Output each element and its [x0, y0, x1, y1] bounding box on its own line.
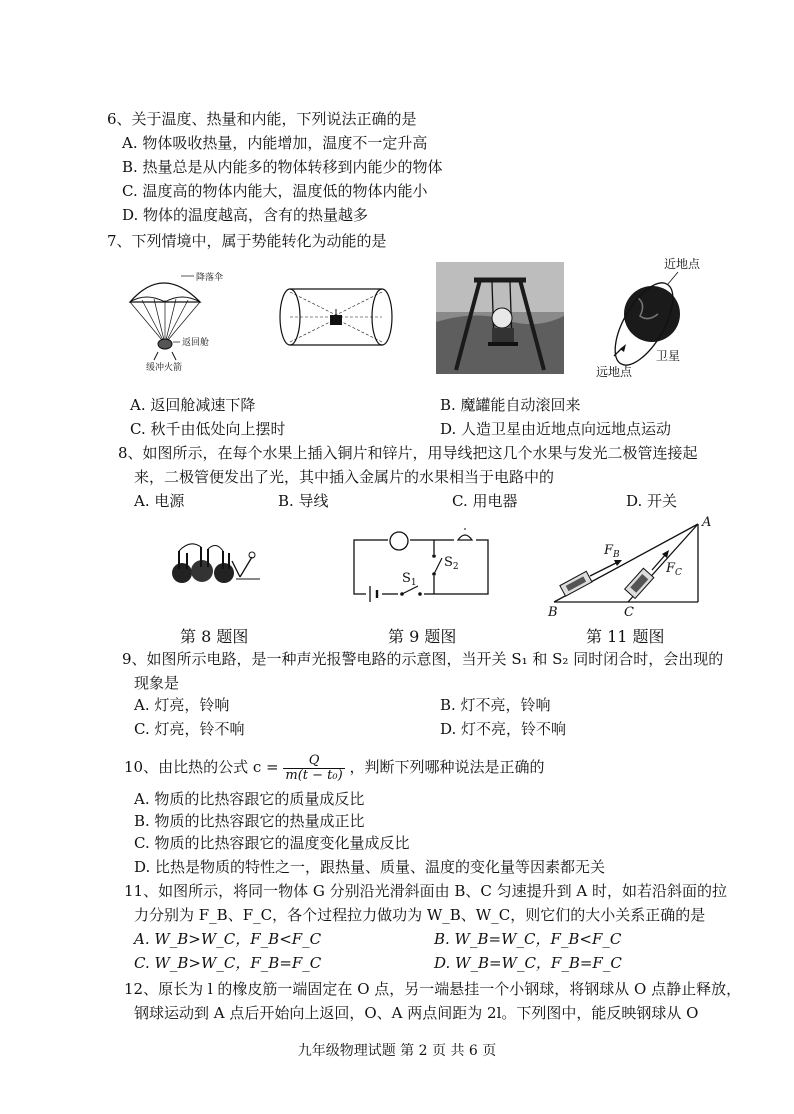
q9-option-a: A. 灯亮，铃响 — [134, 696, 230, 714]
q10-stem — [124, 750, 544, 784]
q10-option-b: B. 物质的比热容跟它的热量成正比 — [134, 812, 365, 830]
q8-stem-line1: 8、如图所示，在每个水果上插入铜片和锌片，用导线把这几个水果与发光二极管连接起 — [118, 444, 698, 462]
capsule-label: 返回舱 — [182, 338, 210, 348]
specific-heat-formula — [283, 754, 344, 783]
q8-option-c: C. 用电器 — [452, 492, 518, 510]
inclined-plane-figure — [546, 512, 716, 618]
page-footer: 九年级物理试题 第 2 页 共 6 页 — [297, 1043, 497, 1059]
q11-option-a: A. W_B>W_C，F_B<F_C — [134, 930, 322, 948]
fig11-caption: 第 11 题图 — [586, 627, 665, 646]
formula-numerator: Q — [283, 754, 344, 769]
rocket-label: 缓冲火箭 — [146, 363, 183, 372]
q11-stem-line1: 11、如图所示，将同一物体 G 分别沿光滑斜面由 B、C 匀速提升到 A 时，如若沿斜面的拉 — [124, 882, 728, 900]
q6-option-a: A. 物体吸收热量，内能增加，温度不一定升高 — [122, 134, 428, 152]
fig8-caption: 第 8 题图 — [180, 627, 249, 646]
q7-option-c: C. 秋千由低处向上摆时 — [130, 420, 286, 438]
q10-option-d: D. 比热是物质的特性之一，跟热量、质量、温度的变化量等因素都无关 — [134, 858, 606, 876]
q12-stem-line2: 钢球运动到 A 点后开始向上返回，O、A 两点间距为 2l。下列图中，能反映钢球从 O — [134, 1004, 699, 1022]
q6-option-c: C. 温度高的物体内能大，温度低的物体内能小 — [122, 182, 428, 200]
q7-option-a: A. 返回舱减速下降 — [130, 396, 256, 414]
q11-option-c: C. W_B>W_C，F_B=F_C — [134, 954, 322, 972]
q9-stem-line1: 9、如图所示电路，是一种声光报警电路的示意图，当开关 S₁ 和 S₂ 同时闭合时，会出现的 — [122, 650, 724, 668]
q7-stem: 7、下列情境中，属于势能转化为动能的是 — [107, 232, 387, 250]
fig9-caption: 第 9 题图 — [388, 627, 457, 646]
q8-stem-line2: 来，二极管便发出了光，其中插入金属片的水果相当于电路中的 — [134, 468, 555, 486]
perigee-label: 近地点 — [664, 257, 701, 271]
apogee-label: 远地点 — [596, 365, 633, 379]
q9-option-b: B. 灯不亮，铃响 — [440, 696, 551, 714]
force-fb-label: $F_B$ — [604, 543, 620, 560]
fruit-battery-figure — [160, 535, 270, 590]
satellite-orbit-figure — [586, 252, 726, 380]
satellite-label: 卫星 — [656, 349, 681, 363]
q8-option-d: D. 开关 — [626, 492, 678, 510]
q12-stem-line1: 12、原长为 l 的橡皮筋一端固定在 O 点，另一端悬挂一个小钢球，将钢球从 O 点静止释放， — [124, 980, 742, 998]
q6-option-b: B. 热量总是从内能多的物体转移到内能少的物体 — [122, 158, 443, 176]
magic-can-figure — [270, 282, 400, 362]
q7-option-d: D. 人造卫星由近地点向远地点运动 — [440, 420, 672, 438]
q10-stem-before: 10、由比热的公式 c = — [124, 758, 279, 776]
q7-option-b: B. 魔罐能自动滚回来 — [440, 396, 581, 414]
point-c-label: C — [624, 605, 634, 618]
swing-figure — [436, 262, 564, 374]
q11-stem-line2: 力分别为 F_B、F_C，各个过程拉力做功为 W_B、W_C，则它们的大小关系正确的是 — [134, 906, 706, 924]
point-b-label: B — [548, 605, 558, 618]
q8-option-a: A. 电源 — [134, 492, 185, 510]
q9-stem-line2: 现象是 — [134, 674, 180, 692]
q9-option-d: D. 灯不亮，铃不响 — [440, 720, 567, 738]
formula-denominator: m(t − t₀) — [285, 767, 343, 783]
q10-option-a: A. 物质的比热容跟它的质量成反比 — [134, 790, 365, 808]
q10-option-c: C. 物质的比热容跟它的温度变化量成反比 — [134, 834, 410, 852]
q6-option-d: D. 物体的温度越高，含有的热量越多 — [122, 206, 369, 224]
point-a-label: A — [702, 515, 712, 530]
alarm-circuit-figure — [346, 528, 496, 606]
s2-label: $S_2$ — [444, 555, 459, 572]
parachute-figure — [118, 262, 248, 372]
q10-stem-after: ，判断下列哪种说法是正确的 — [349, 758, 545, 776]
q8-option-b: B. 导线 — [278, 492, 329, 510]
q11-option-b: B. W_B=W_C，F_B<F_C — [434, 930, 622, 948]
s1-label: $S_1$ — [402, 571, 417, 588]
q6-stem: 6、关于温度、热量和内能，下列说法正确的是 — [107, 110, 417, 128]
q9-option-c: C. 灯亮，铃不响 — [134, 720, 245, 738]
force-fc-label: $F_C$ — [666, 561, 682, 578]
q11-option-d: D. W_B=W_C，F_B=F_C — [434, 954, 622, 972]
parachute-label: 降落伞 — [196, 273, 224, 283]
